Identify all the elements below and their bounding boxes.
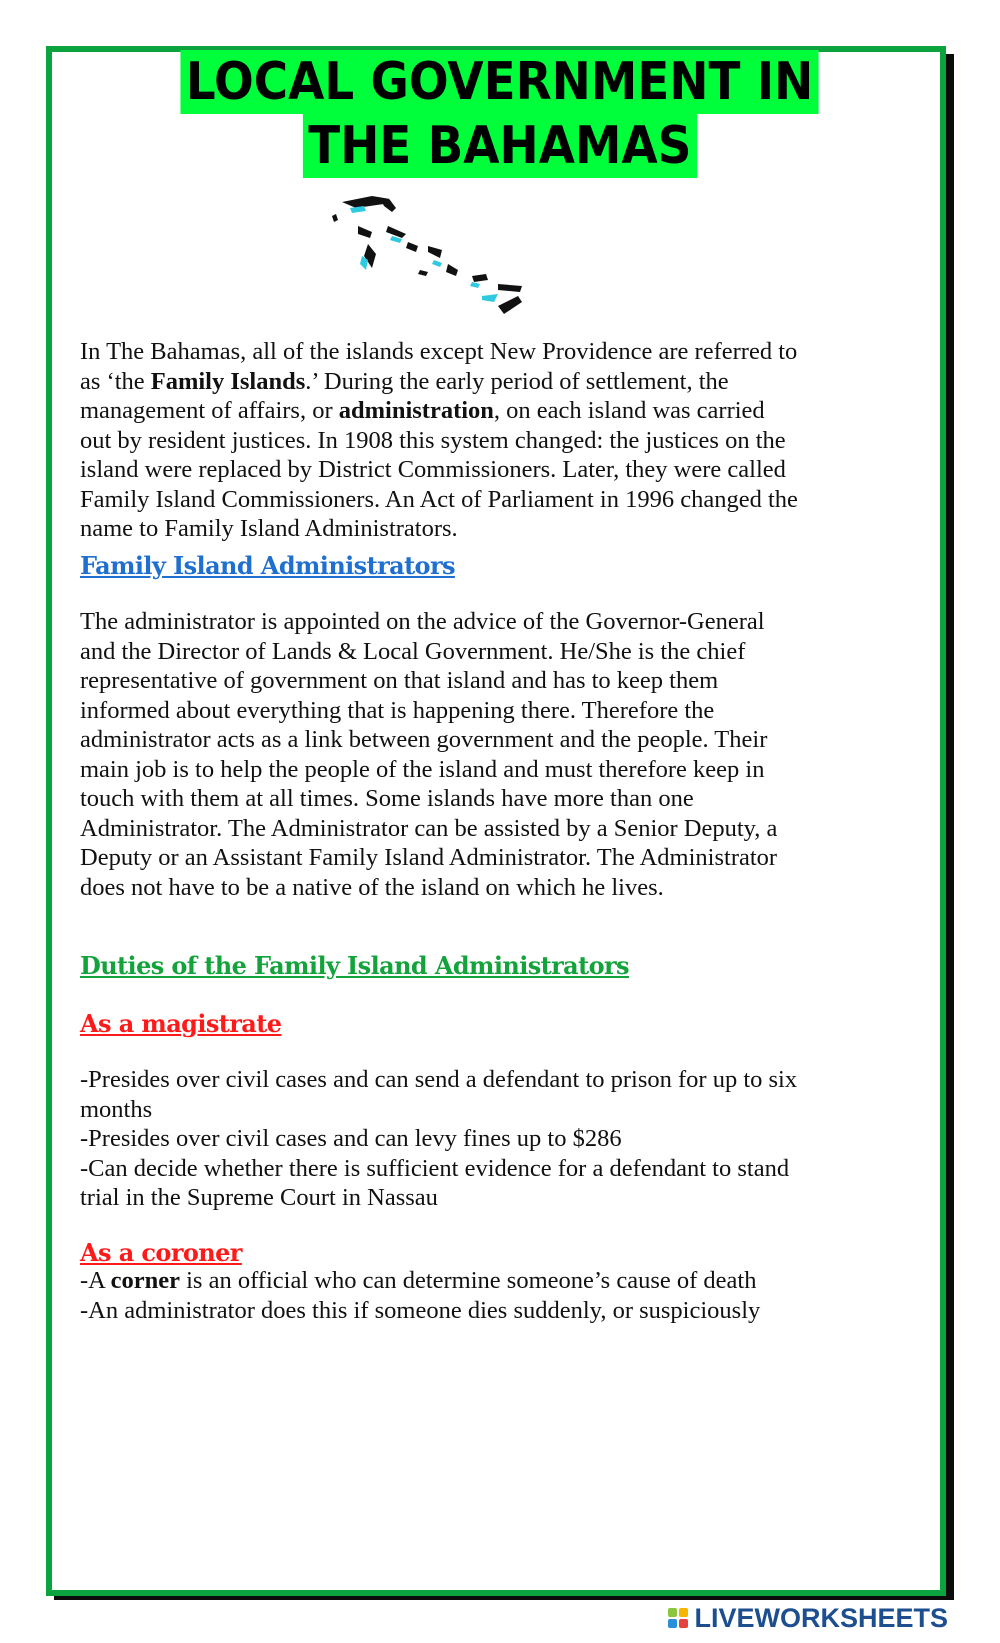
logo-square — [668, 1619, 677, 1628]
title-line-1: LOCAL GOVERNMENT IN — [181, 50, 819, 114]
magistrate-duties-list — [80, 1065, 800, 1213]
page-title — [0, 50, 1000, 178]
family-islands-term: Family Islands — [150, 367, 306, 395]
list-item: -Presides over civil cases and can send a defendant to prison for up to six months — [80, 1066, 798, 1123]
logo-square — [668, 1608, 677, 1617]
intro-text-3: , on each island was carried out by resident justices. In 1908 this system changed: the justices on the island were replaced by District Commissioners. Later, they were called Family Island Commissioners. An Act of Parliament in 1996 changed the name to Family Island Administrators. — [80, 397, 798, 542]
logo-square — [679, 1608, 688, 1617]
intro-text-2: .’ During the early period of settlement, the management of affairs, or — [80, 367, 729, 424]
list-item: -Presides over civil cases and can levy fines up to $286 — [80, 1125, 622, 1152]
section-heading-administrators: Family Island Administrators — [80, 551, 455, 580]
liveworksheets-brand[interactable] — [668, 1598, 948, 1638]
intro-paragraph — [80, 337, 800, 544]
subheading-magistrate: As a magistrate — [80, 1009, 282, 1038]
bahamas-map-icon — [322, 186, 540, 326]
list-item — [80, 1266, 800, 1296]
list-item: -Can decide whether there is sufficient evidence for a defendant to stand trial in the Supreme Court in Nassau — [80, 1154, 790, 1211]
section-heading-duties: Duties of the Family Island Administrators — [80, 951, 629, 980]
administration-term: administration — [338, 397, 494, 424]
administrators-paragraph — [80, 607, 800, 902]
coroner-duties-list — [80, 1266, 800, 1325]
brand-name: LIVEWORKSHEETS — [694, 1602, 948, 1633]
liveworksheets-logo-icon — [668, 1608, 688, 1628]
subheading-coroner: As a coroner — [80, 1238, 242, 1267]
corner-term: corner — [110, 1267, 180, 1294]
coroner-item-rest: is an official who can determine someone’s cause of death — [180, 1267, 757, 1294]
title-line-2: THE BAHAMAS — [303, 114, 697, 178]
list-item: -An administrator does this if someone dies suddenly, or suspiciously — [80, 1296, 761, 1324]
intro-text-1: In The Bahamas, all of the islands except New Providence are referred to as ‘the — [80, 338, 798, 395]
coroner-item-prefix: -A — [80, 1267, 111, 1294]
administrators-text: The administrator is appointed on the advice of the Governor-General and the Director of Lands & Local Government. He/She is the chief representative of government on that island and has to keep them informed about everything that is happening there. Therefore the administrator acts as a link between government and the people. Their main job is to help the people of the island and must therefore keep in touch with them at all times. Some islands have more than one Administrator. The Administrator can be assisted by a Senior Deputy, a Deputy or an Assistant Family Island Administrator. The Administrator does not have to be a native of the island on which he lives. — [80, 608, 778, 901]
logo-square — [679, 1619, 688, 1628]
